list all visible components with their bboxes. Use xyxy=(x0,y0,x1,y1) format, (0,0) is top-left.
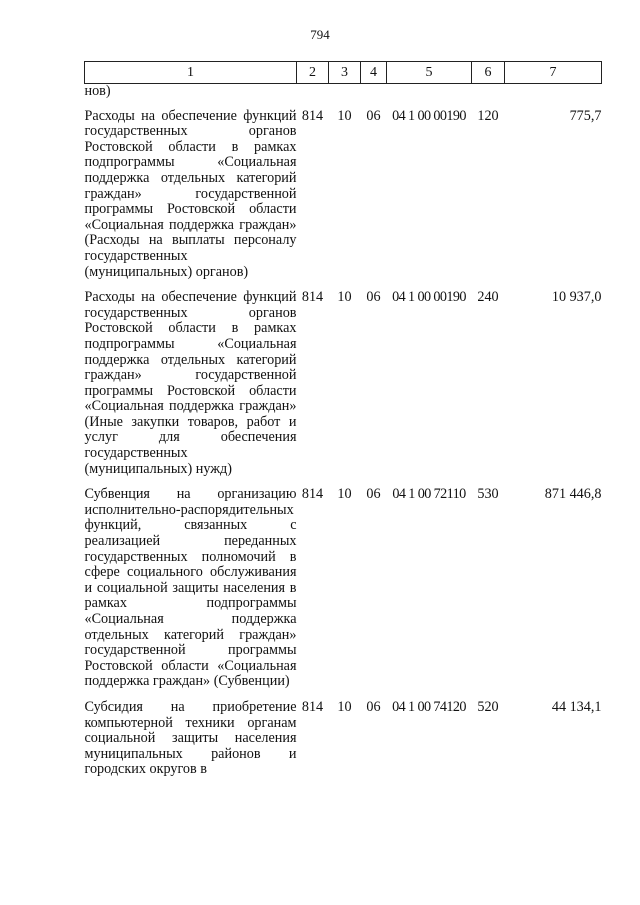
header-col-7: 7 xyxy=(505,62,602,84)
continuation-row xyxy=(85,84,602,104)
row-target-code: 04 1 00 00190 xyxy=(392,107,466,124)
header-col-1: 1 xyxy=(85,62,297,84)
header-col-2: 2 xyxy=(297,62,329,84)
row-subsection-code: 06 xyxy=(366,486,381,503)
row-target-code: 04 1 00 74120 xyxy=(392,698,466,715)
header-col-4: 4 xyxy=(361,62,387,84)
header-row xyxy=(85,62,602,84)
row-expense-type: 120 xyxy=(477,107,499,124)
row-expense-type: 530 xyxy=(477,486,499,503)
row-section-code: 10 xyxy=(337,698,352,715)
row-subsection-code: 06 xyxy=(366,107,381,124)
row-amount: 775,7 xyxy=(569,107,602,124)
table-row xyxy=(85,695,602,783)
row-ministry-code: 814 xyxy=(301,698,324,715)
row-subsection-code: 06 xyxy=(366,289,381,306)
row-subsection-code: 06 xyxy=(366,698,381,715)
continuation-text: нов) xyxy=(84,83,111,99)
row-ministry-code: 814 xyxy=(301,289,324,306)
row-amount: 10 937,0 xyxy=(551,289,602,306)
row-description: Расходы на обеспечение функций государственных органов Ростовской области в рамках подпрограммы «Социальная поддержка отдельных категорий граждан» государственной программы Ростовской области «Социальная поддержка граждан» (Расходы на выплаты персоналу государственных (муниципальных) органов) xyxy=(84,107,297,280)
table-row xyxy=(85,104,602,286)
row-description: Субвенция на организацию исполнительно-распорядительных функций, связанных с реализацией переданных государственных полномочий в сфере социального обслуживания и социальной защиты населения в рамках подпрограммы «Социальная поддержка отдельных категорий граждан» государственной программы Ростовской области «Социальная поддержка граждан» (Субвенции) xyxy=(84,486,297,690)
table-row xyxy=(85,285,602,482)
page-number: 794 xyxy=(310,27,330,42)
row-target-code: 04 1 00 72110 xyxy=(392,486,466,503)
header-col-6: 6 xyxy=(472,62,505,84)
row-expense-type: 520 xyxy=(477,698,499,715)
header-col-3: 3 xyxy=(329,62,361,84)
table-row xyxy=(85,482,602,695)
row-description: Субсидия на приобретение компьютерной техники органам социальной защиты населения муниципальных районов и городских округов в xyxy=(84,698,297,778)
row-section-code: 10 xyxy=(337,107,352,124)
row-amount: 44 134,1 xyxy=(551,698,602,715)
row-expense-type: 240 xyxy=(477,289,499,306)
row-ministry-code: 814 xyxy=(301,107,324,124)
row-description: Расходы на обеспечение функций государственных органов Ростовской области в рамках подпрограммы «Социальная поддержка отдельных категорий граждан» государственной программы Ростовской области «Социальная поддержка граждан» (Иные закупки товаров, работ и услуг для обеспечения государственных (муниципальных) нужд) xyxy=(84,289,297,477)
row-target-code: 04 1 00 00190 xyxy=(392,289,466,306)
row-amount: 871 446,8 xyxy=(544,486,602,503)
row-section-code: 10 xyxy=(337,289,352,306)
row-section-code: 10 xyxy=(337,486,352,503)
header-col-5: 5 xyxy=(387,62,472,84)
row-ministry-code: 814 xyxy=(301,486,324,503)
budget-table xyxy=(84,61,602,783)
